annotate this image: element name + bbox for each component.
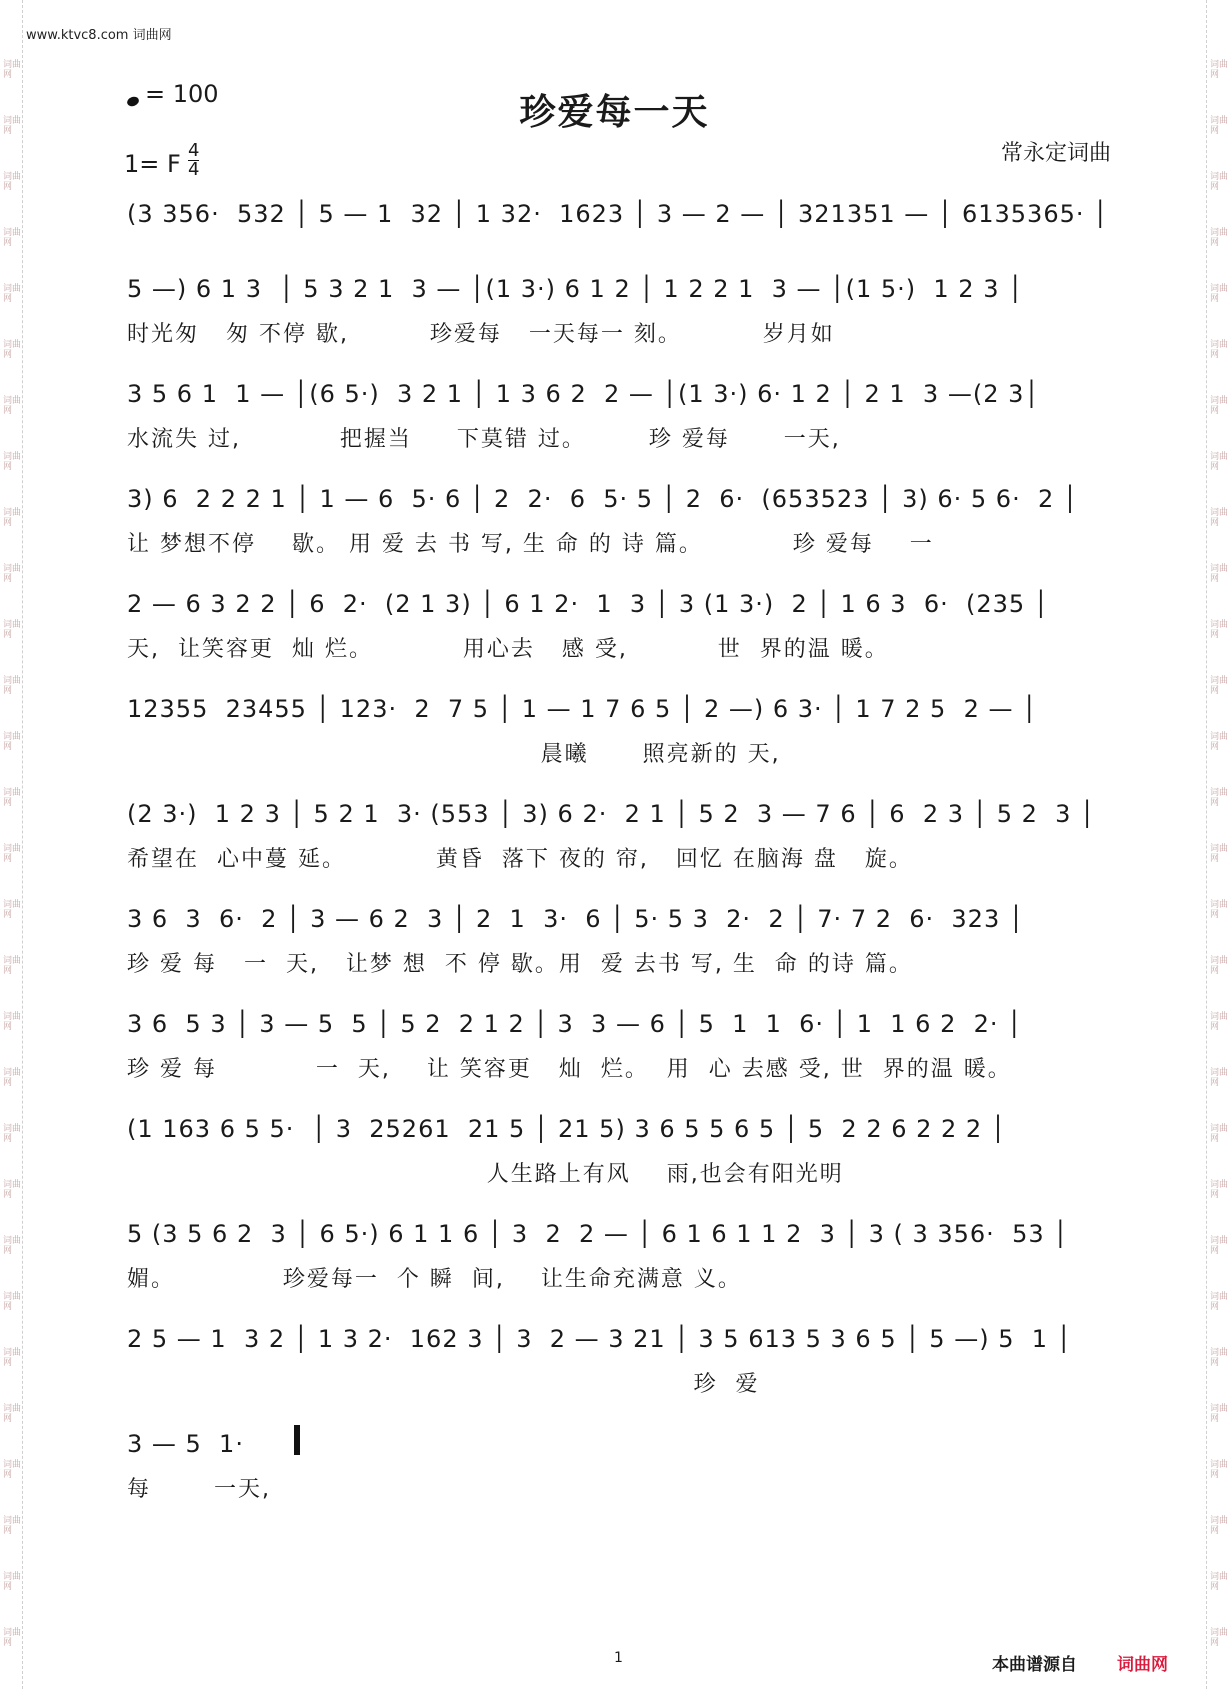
margin-watermark-text: 词曲网 [3,116,22,136]
margin-watermark-text: 词曲网 [3,340,22,360]
margin-watermark-text: 词曲网 [3,900,22,920]
score-notes-line: 3 6 5 3 │ 3 — 5 5 │ 5 2 2 1 2 │ 3 3 — 6 │ 5 1 1 6· │ 1 1 6 2 2· │ [127,1010,1023,1038]
margin-watermark-text: 词曲网 [1210,620,1229,640]
margin-watermark-text: 词曲网 [1210,396,1229,416]
source-prefix: 本曲谱源自 [992,1655,1077,1675]
right-margin-watermark [1206,0,1229,1689]
margin-watermark-text: 词曲网 [3,1404,22,1424]
margin-watermark-text: 词曲网 [1210,508,1229,528]
margin-watermark-text: 词曲网 [1210,1572,1229,1592]
margin-watermark-text: 词曲网 [1210,1180,1229,1200]
score-lyrics-line: 媚。 珍爱每一 个 瞬 间, 让生命充满意 义。 [127,1267,742,1292]
margin-watermark-text: 词曲网 [3,172,22,192]
margin-watermark-text: 词曲网 [3,1180,22,1200]
score-notes-line: (3 356· 532 │ 5 — 1 32 │ 1 32· 1623 │ 3 — 2 — │ 321351 — │ 6135365· │ [127,200,1109,228]
source-credit [992,1650,1168,1675]
score-notes-line: 2 — 6 3 2 2 │ 6 2· (2 1 3) │ 6 1 2· 1 3 │ 3 (1 3·) 2 │ 1 6 3 6· (235 │ [127,590,1050,618]
margin-watermark-text: 词曲网 [3,228,22,248]
tempo-value: = 100 [145,80,219,108]
song-title: 珍爱每一天 [519,92,710,133]
margin-watermark-text: 词曲网 [3,508,22,528]
margin-watermark-text: 词曲网 [3,1460,22,1480]
margin-watermark-text: 词曲网 [3,1348,22,1368]
score-notes-line: 5 (3 5 6 2 3 │ 6 5·) 6 1 1 6 │ 3 2 2 — │ 6 1 6 1 1 2 3 │ 3 ( 3 356· 53 │ [127,1220,1069,1248]
score-notes-line: (1 163 6 5 5· │ 3 25261 21 5 │ 21 5) 3 6 5 5 6 5 │ 5 2 2 6 2 2 2 │ [127,1115,1007,1143]
margin-watermark-text: 词曲网 [3,396,22,416]
score-notes-line: 3 5 6 1 1 — │(6 5·) 3 2 1 │ 1 3 6 2 2 — │(1 3·) 6· 1 2 │ 2 1 3 —(2 3│ [127,380,1040,408]
margin-watermark-text: 词曲网 [3,452,22,472]
key-signature: 1= F [124,150,181,178]
score-lyrics-line: 希望在 心中蔓 延。 黄昏 落下 夜的 帘, 回忆 在脑海 盘 旋。 [127,847,913,872]
score-notes-line: 3 — 5 1· [127,1430,244,1458]
margin-watermark-text: 词曲网 [1210,1460,1229,1480]
score-lyrics-line: 每 一天, [127,1477,271,1502]
margin-watermark-text: 词曲网 [1210,228,1229,248]
margin-watermark-text: 词曲网 [3,1012,22,1032]
score-lyrics-line: 天, 让笑容更 灿 烂。 用心去 感 受, 世 界的温 暖。 [127,637,889,662]
margin-watermark-text: 词曲网 [1210,676,1229,696]
margin-watermark-text: 词曲网 [1210,1068,1229,1088]
score-lyrics-line: 珍 爱 每 一 天, 让梦 想 不 停 歇。用 爱 去书 写, 生 命 的诗 篇。 [127,952,913,977]
margin-watermark-text: 词曲网 [1210,340,1229,360]
score-lyrics-line: 时光匆 匆 不停 歇, 珍爱每 一天每一 刻。 岁月如 [127,322,835,347]
margin-watermark-text: 词曲网 [1210,1292,1229,1312]
margin-watermark-text: 词曲网 [1210,1236,1229,1256]
score-lyrics-line: 珍 爱 [127,1372,760,1397]
margin-watermark-text: 词曲网 [3,1516,22,1536]
margin-watermark-text: 词曲网 [3,956,22,976]
margin-watermark-text: 词曲网 [3,676,22,696]
margin-watermark-text: 词曲网 [1210,1628,1229,1648]
composer-credit: 常永定词曲 [1000,141,1111,166]
left-margin-watermark [0,0,23,1689]
score-lyrics-line [127,242,1117,272]
margin-watermark-text: 词曲网 [1210,1348,1229,1368]
margin-watermark-text: 词曲网 [1210,1404,1229,1424]
margin-watermark-text: 词曲网 [1210,844,1229,864]
margin-watermark-text: 词曲网 [3,844,22,864]
score-notes-line: 2 5 — 1 3 2 │ 1 3 2· 162 3 │ 3 2 — 3 21 │ 3 5 613 5 3 6 5 │ 5 —) 5 1 │ [127,1325,1073,1353]
score-lyrics-line: 让 梦想不停 歇。 用 爱 去 书 写, 生 命 的 诗 篇。 珍 爱每 一 [127,532,934,557]
margin-watermark-text: 词曲网 [3,60,22,80]
margin-watermark-text: 词曲网 [1210,1012,1229,1032]
margin-watermark-text: 词曲网 [1210,564,1229,584]
score-notes-line: 3) 6 2 2 2 1 │ 1 — 6 5· 6 │ 2 2· 6 5· 5 │ 2 6· (653523 │ 3) 6· 5 6· 2 │ [127,485,1079,513]
margin-watermark-text: 词曲网 [1210,284,1229,304]
margin-watermark-text: 词曲网 [3,1292,22,1312]
page-number: 1 [614,1650,623,1666]
margin-watermark-text: 词曲网 [1210,956,1229,976]
source-site: 词曲网 [1117,1655,1168,1675]
margin-watermark-text: 词曲网 [3,1124,22,1144]
score-lyrics-line: 珍 爱 每 一 天, 让 笑容更 灿 烂。 用 心 去感 受, 世 界的温 暖。 [127,1057,1012,1082]
margin-watermark-text: 词曲网 [3,1068,22,1088]
final-barline [294,1425,300,1455]
margin-watermark-text: 词曲网 [1210,788,1229,808]
score-notes-line: 5 —) 6 1 3 │ 5 3 2 1 3 — │(1 3·) 6 1 2 │ 1 2 2 1 3 — │(1 5·) 1 2 3 │ [127,275,1024,303]
score-notes-line: (2 3·) 1 2 3 │ 5 2 1 3· (553 │ 3) 6 2· 2 1 │ 5 2 3 — 7 6 │ 6 2 3 │ 5 2 3 │ [127,800,1096,828]
margin-watermark-text: 词曲网 [3,620,22,640]
margin-watermark-text: 词曲网 [1210,116,1229,136]
score-notes-line: 12355 23455 │ 123· 2 7 5 │ 1 — 1 7 6 5 │ 2 —) 6 3· │ 1 7 2 5 2 — │ [127,695,1038,723]
score-notes-line: 3 6 3 6· 2 │ 3 — 6 2 3 │ 2 1 3· 6 │ 5· 5 3 2· 2 │ 7· 7 2 6· 323 │ [127,905,1025,933]
margin-watermark-text: 词曲网 [1210,900,1229,920]
score-lyrics-line: 水流失 过, 把握当 下莫错 过。 珍 爱每 一天, [127,427,841,452]
margin-watermark-text: 词曲网 [3,732,22,752]
margin-watermark-text: 词曲网 [1210,172,1229,192]
margin-watermark-text: 词曲网 [1210,452,1229,472]
margin-watermark-text: 词曲网 [3,1628,22,1648]
site-url: www.ktvc8.com 词曲网 [26,28,172,43]
margin-watermark-text: 词曲网 [3,284,22,304]
margin-watermark-text: 词曲网 [1210,60,1229,80]
score-lyrics-line: 人生路上有风 雨,也会有阳光明 [127,1162,844,1187]
margin-watermark-text: 词曲网 [1210,732,1229,752]
margin-watermark-text: 词曲网 [3,564,22,584]
margin-watermark-text: 词曲网 [1210,1516,1229,1536]
margin-watermark-text: 词曲网 [3,1572,22,1592]
meter-top: 4 [188,140,200,161]
meter-bottom: 4 [188,159,200,180]
margin-watermark-text: 词曲网 [3,1236,22,1256]
time-signature [188,142,199,179]
score-lyrics-line: 晨曦 照亮新的 天, [127,742,781,767]
margin-watermark-text: 词曲网 [3,788,22,808]
margin-watermark-text: 词曲网 [1210,1124,1229,1144]
